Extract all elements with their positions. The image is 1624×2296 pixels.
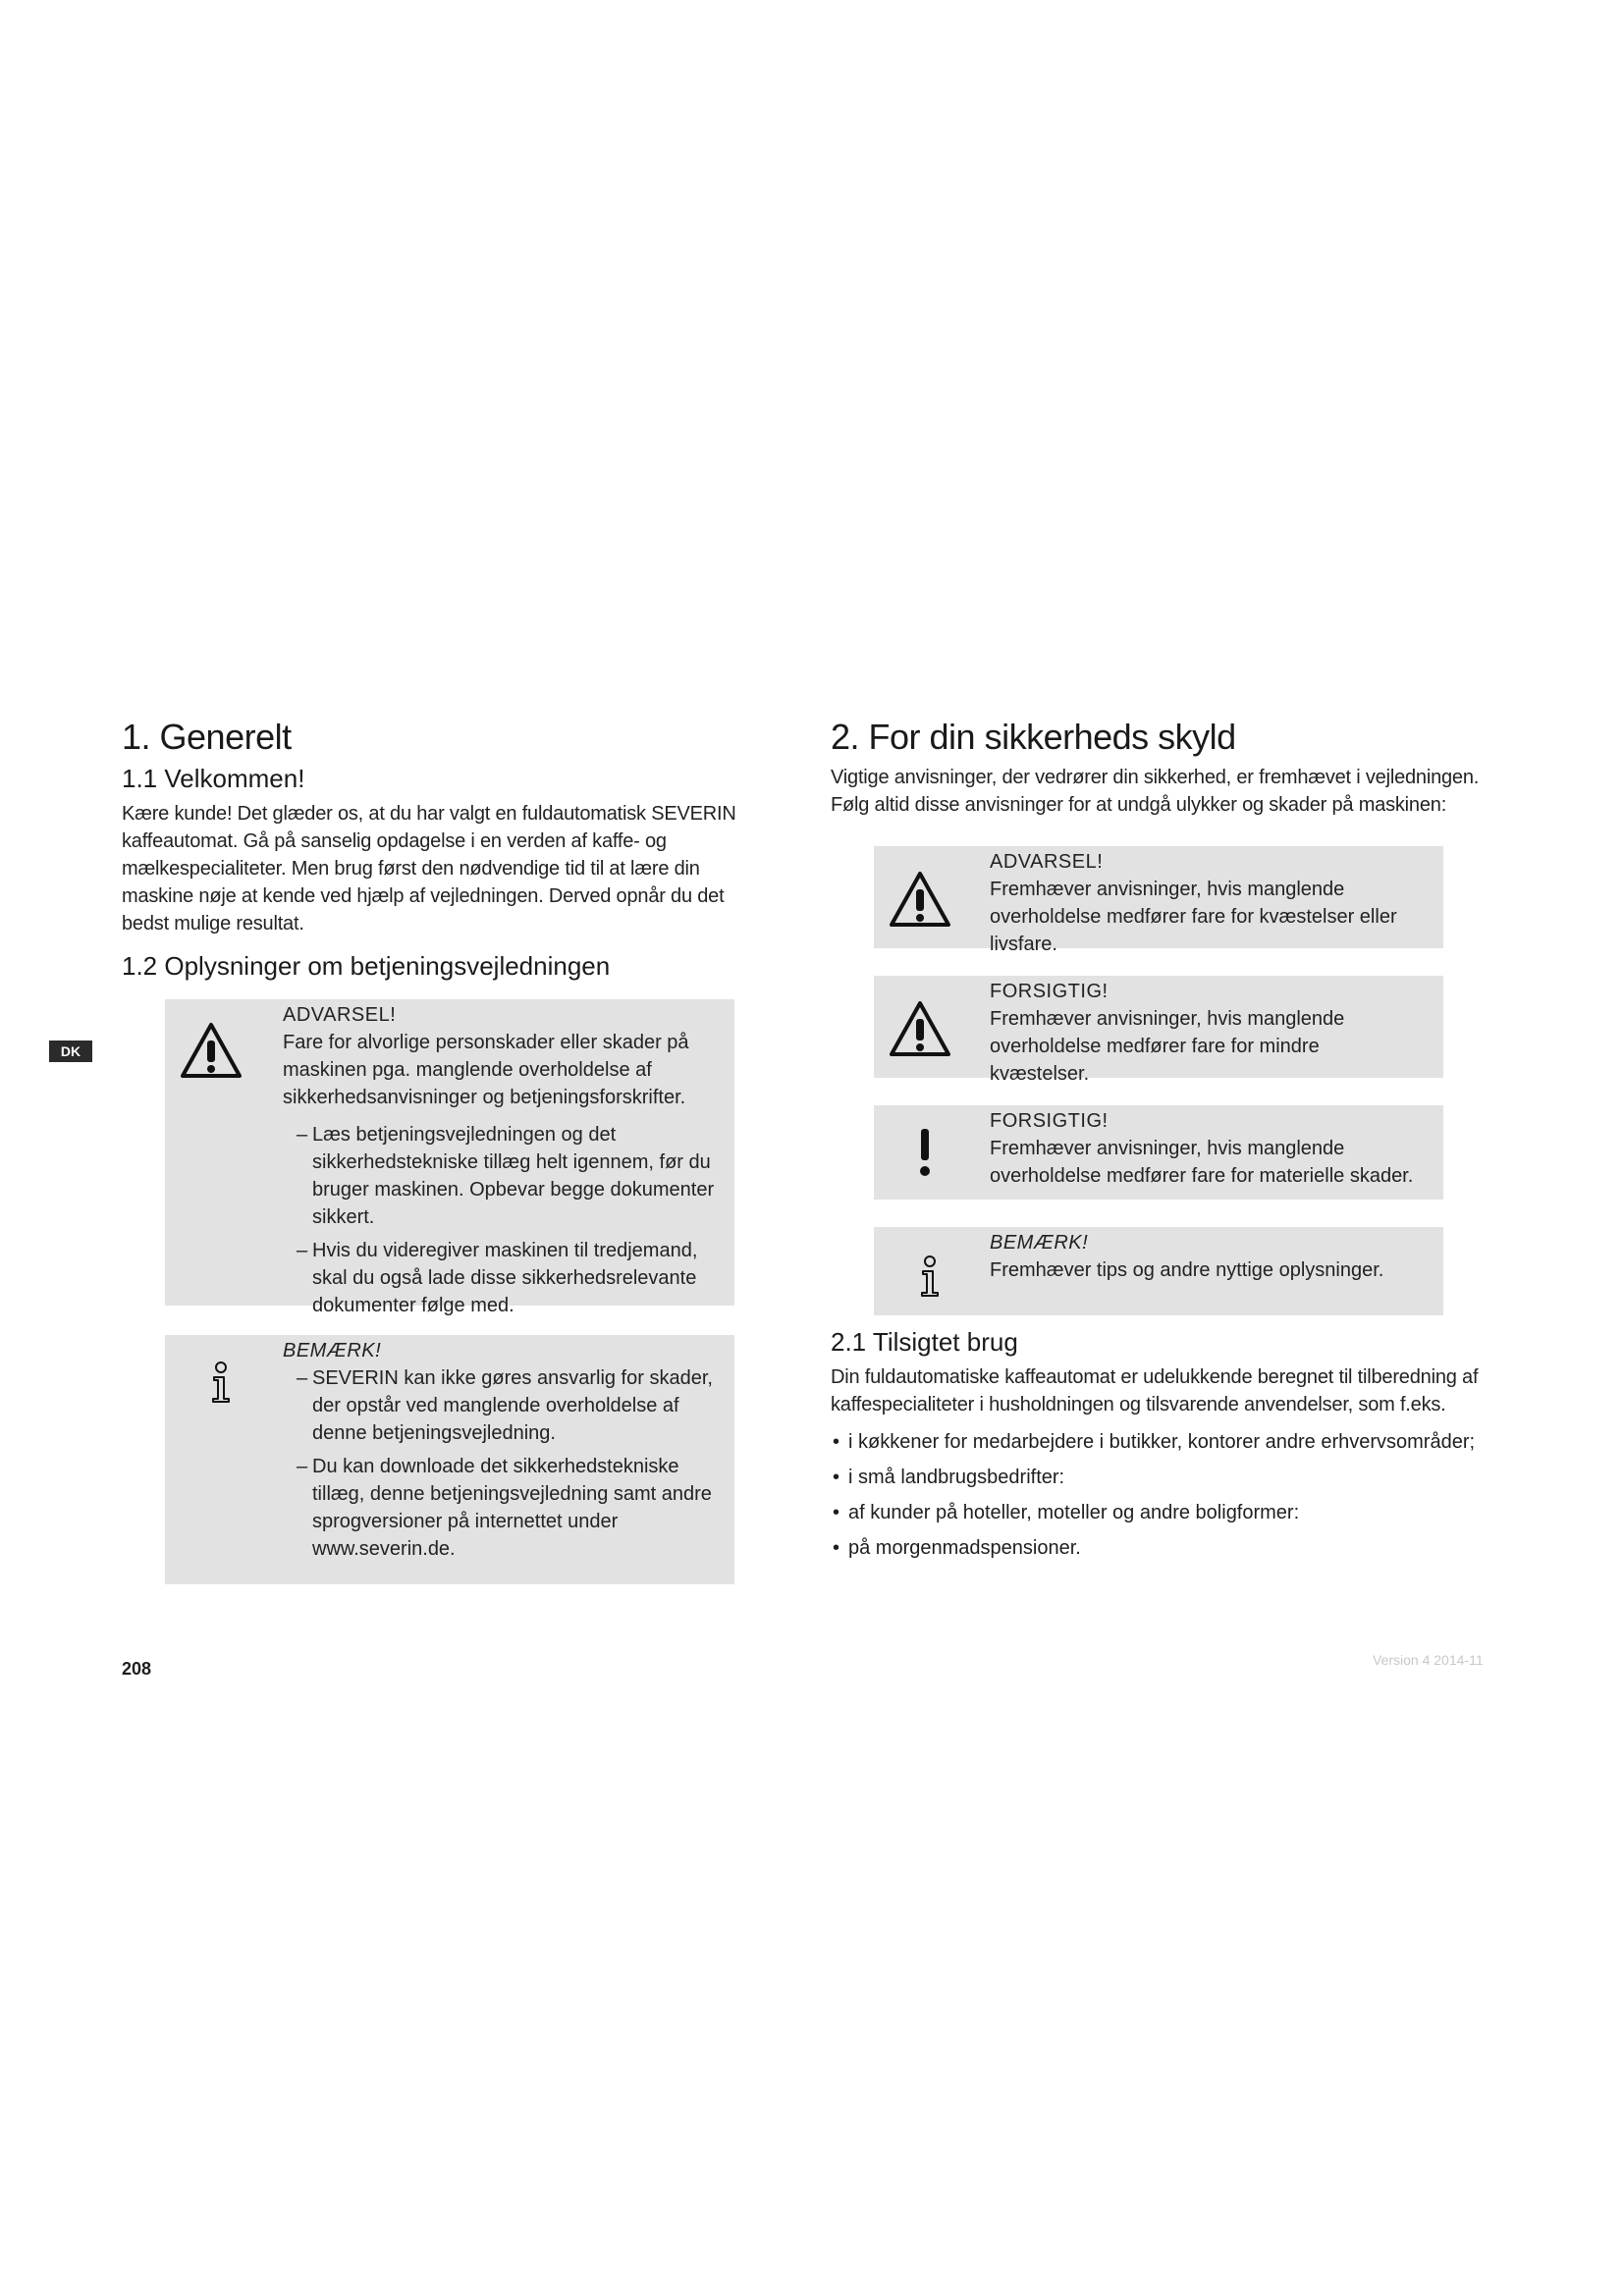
box-head: BEMÆRK! xyxy=(990,1232,1089,1254)
safety-intro: Vigtige anvisninger, der vedrører din sikkerhed, er fremhævet i vejledningen. Følg altid disse anvisninger for at undgå ulykker og skader på maskinen: xyxy=(831,767,1480,816)
list-item: • i små landbrugsbedrifter: xyxy=(831,1464,1498,1491)
version-label: Version 4 2014-11 xyxy=(1373,1652,1484,1668)
section-1-1-title: 1.1 Velkommen! xyxy=(122,764,305,793)
warning-head: ADVARSEL! xyxy=(283,1004,397,1026)
page-number: 208 xyxy=(122,1659,152,1679)
box-text: Fremhæver anvisninger, hvis manglende overholdelse medfører fare for materielle skader. xyxy=(990,1138,1414,1187)
note-item: – SEVERIN kan ikke gøres ansvarlig for skader, der opstår ved manglende overholdelse af denne betjeningsvejledning. xyxy=(283,1364,715,1447)
list-item: • af kunder på hoteller, moteller og andre boligformer: xyxy=(831,1499,1498,1526)
intended-use-list xyxy=(831,1428,1498,1562)
right-column xyxy=(831,717,1498,1570)
info-icon xyxy=(206,1361,236,1409)
warning-triangle-icon xyxy=(888,870,952,934)
warning-item: – Læs betjeningsvejledningen og det sikkerhedstekniske tillæg helt igennem, før du bruger maskinen. Opbevar begge dokumenter sikkert. xyxy=(283,1121,715,1231)
box-text: Fremhæver tips og andre nyttige oplysninger. xyxy=(990,1259,1384,1281)
note-item: – Du kan downloade det sikkerhedstekniske tillæg, denne betjeningsvejledning samt andre sprogversioner på internettet under www.severin.de. xyxy=(283,1453,715,1563)
section-1-title: 1. Generelt xyxy=(122,717,292,757)
exclamation-icon xyxy=(919,1129,931,1183)
warning-text: Fare for alvorlige personskader eller skader på maskinen pga. manglende overholdelse af sikkerhedsanvisninger og betjeningsforskrifter. xyxy=(283,1032,689,1108)
language-tab-dk: DK xyxy=(49,1041,92,1062)
warning-item: – Hvis du videregiver maskinen til tredjemand, skal du også lade disse sikkerhedsrelevante dokumenter følge med. xyxy=(283,1237,715,1319)
caution-injury-box xyxy=(874,976,1443,1085)
box-text: Fremhæver anvisninger, hvis manglende overholdelse medfører fare for mindre kvæstelser. xyxy=(990,1008,1345,1085)
note-box xyxy=(165,1335,734,1584)
warning-triangle-icon xyxy=(179,1021,244,1085)
warning-box xyxy=(165,999,734,1316)
info-icon xyxy=(915,1255,945,1303)
caution-material-box xyxy=(874,1105,1443,1200)
left-column xyxy=(122,717,770,1584)
warning-definition-box xyxy=(874,846,1443,955)
intended-use-text: Din fuldautomatiske kaffeautomat er udelukkende beregnet til tilberedning af kaffespecialiteter i husholdningen og tilsvarende anvendelser, som f.eks. xyxy=(831,1366,1479,1415)
section-2-title: 2. For din sikkerheds skyld xyxy=(831,717,1236,757)
section-2-1-title: 2.1 Tilsigtet brug xyxy=(831,1327,1018,1357)
note-head: BEMÆRK! xyxy=(283,1340,382,1362)
section-1-2-title: 1.2 Oplysninger om betjeningsvejledningen xyxy=(122,951,611,981)
box-text: Fremhæver anvisninger, hvis manglende overholdelse medfører fare for kvæstelser eller livsfare. xyxy=(990,879,1397,955)
welcome-text: Kære kunde! Det glæder os, at du har valgt en fuldautomatisk SEVERIN kaffeautomat. Gå på sanselig opdagelse i en verden af kaffe- og mælkespecialiteter. Men brug først den nødvendige tid til at lære din maskine nøje at kende ved hjælp af vejledningen. Derved opnår du det bedst mulige resultat. xyxy=(122,803,736,934)
list-item: • i køkkener for medarbejdere i butikker, kontorer andre erhvervsområder; xyxy=(831,1428,1498,1456)
box-head: ADVARSEL! xyxy=(990,851,1104,873)
note-definition-box xyxy=(874,1227,1443,1315)
box-head: FORSIGTIG! xyxy=(990,1110,1109,1132)
list-item: • på morgenmadspensioner. xyxy=(831,1534,1498,1562)
warning-triangle-icon xyxy=(888,999,952,1063)
box-head: FORSIGTIG! xyxy=(990,981,1109,1002)
